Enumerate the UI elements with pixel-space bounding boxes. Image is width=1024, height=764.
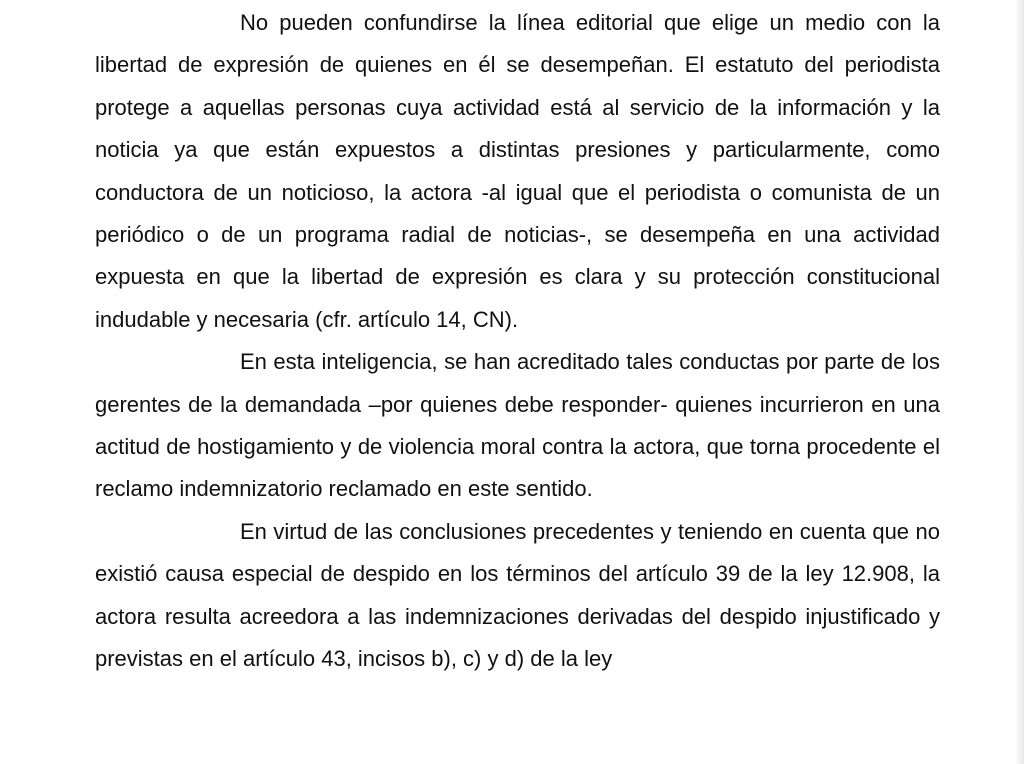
page-edge-shadow	[1014, 0, 1024, 764]
paragraph-conclusiones: En virtud de las conclusiones precedentes y teniendo en cuenta que no existió causa especial de despido en los términos del artículo 39 de la ley 12.908, la actora resulta acreedora a las indemnizaciones derivadas del despido injustificado y previstas en el artículo 43, incisos b), c) y d) de la ley	[95, 518, 940, 672]
paragraph-inteligencia: En esta inteligencia, se han acreditado tales conductas por parte de los gerentes de la demandada –por quienes debe responder- quienes incurrieron en una actitud de hostigamiento y de violencia moral contra la actora, que torna procedente el reclamo indemnizatorio reclamado en este sentido.	[95, 349, 940, 502]
document-body	[95, 2, 940, 681]
paragraph-linea-editorial: No pueden confundirse la línea editorial que elige un medio con la libertad de expresión de quienes en él se desempeñan. El estatuto del periodista protege a aquellas personas cuya actividad está al servicio de la información y la noticia ya que están expuestos a distintas presiones y particularmente, como conductora de un noticioso, la actora -al igual que el periodista o comunista de un periódico o de un programa radial de noticias-, se desempeña en una actividad expuesta en que la libertad de expresión es clara y su protección constitucional indudable y necesaria (cfr. artículo 14, CN).	[95, 10, 940, 332]
